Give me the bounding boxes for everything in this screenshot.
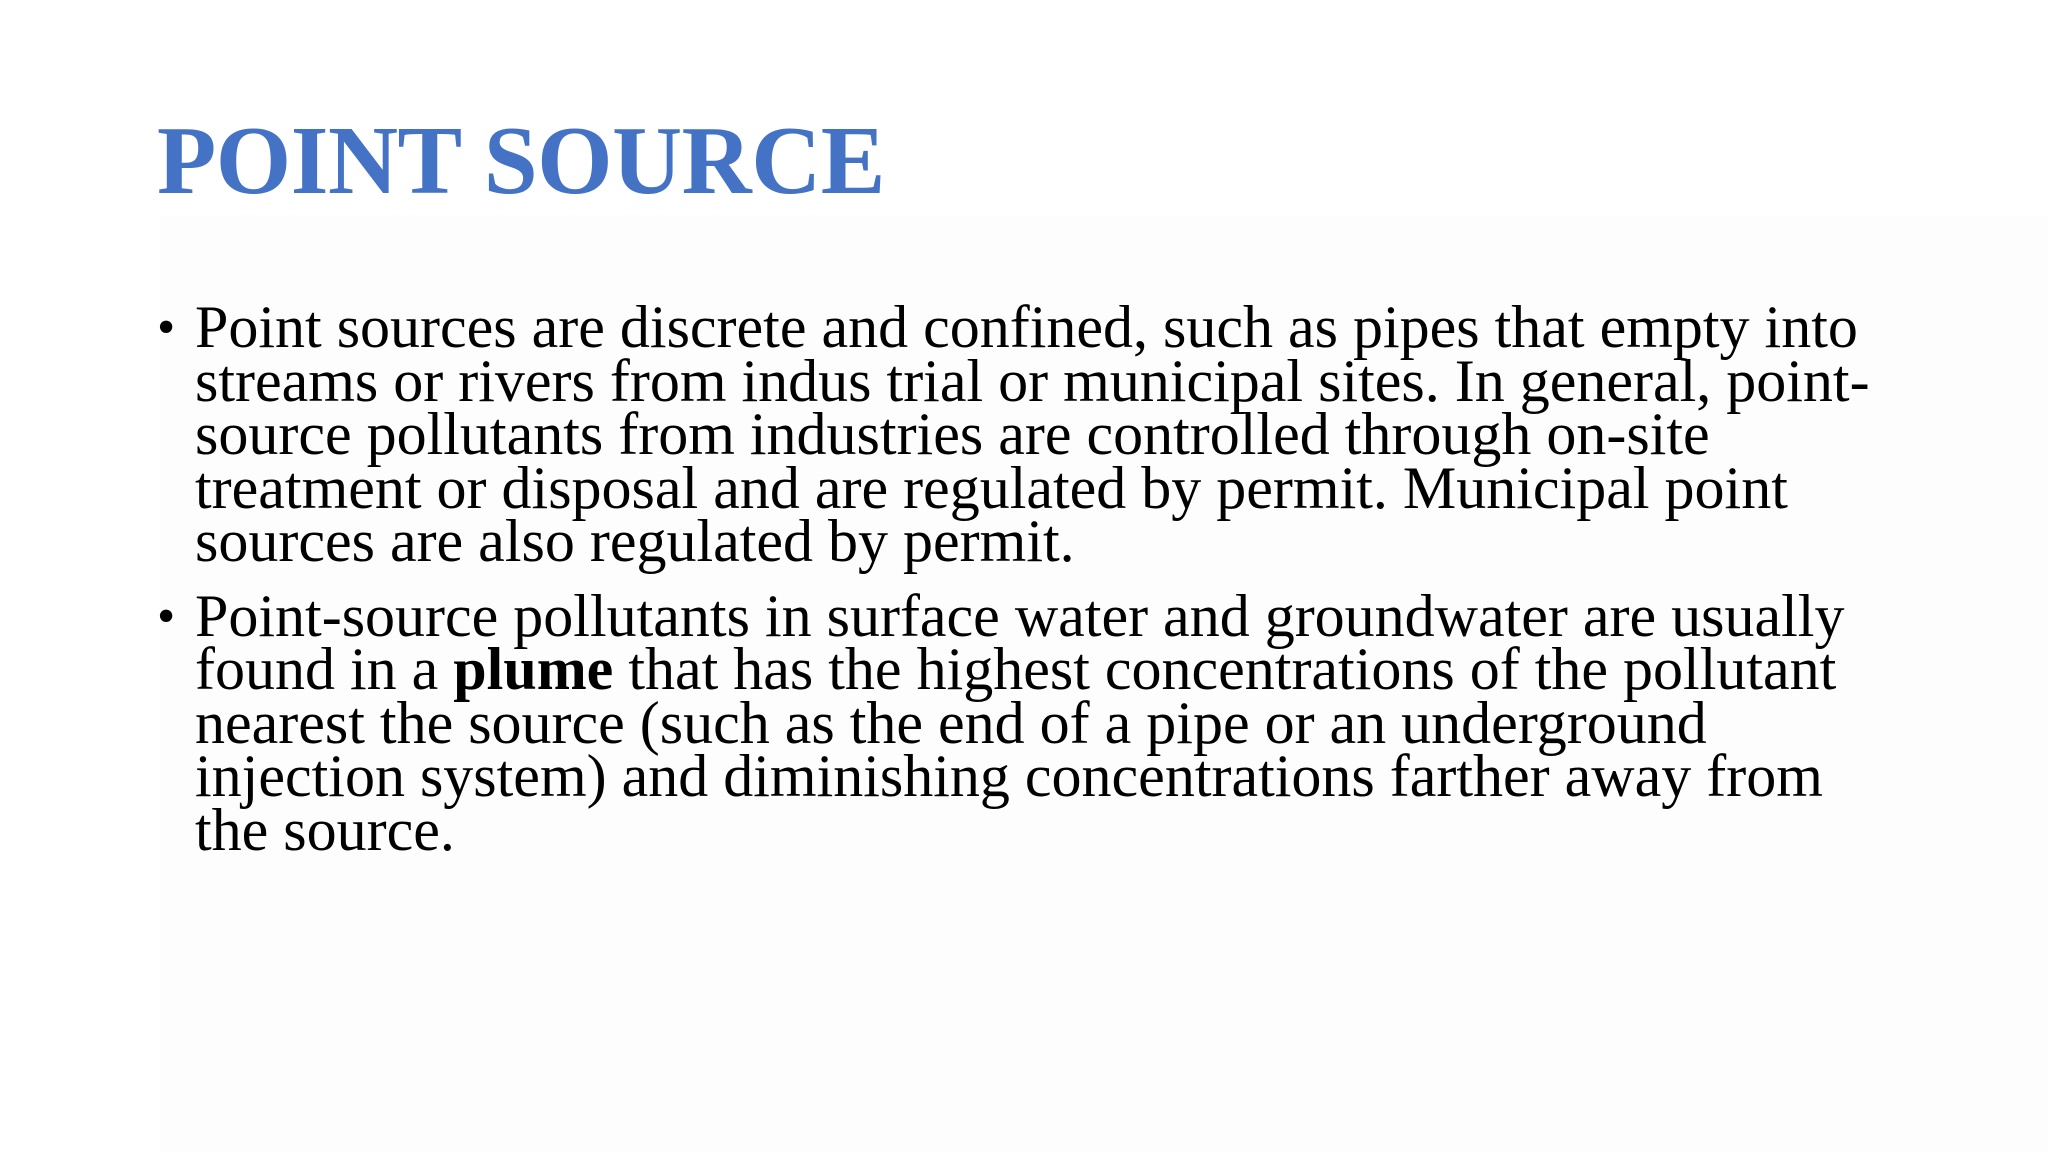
slide-title: POINT SOURCE — [157, 107, 885, 214]
bullet-marker: • — [157, 299, 176, 356]
bullet-marker: • — [157, 587, 176, 645]
bullet-list — [157, 294, 1897, 878]
bullet-item — [157, 582, 1897, 863]
bold-term: plume — [453, 636, 614, 702]
bullet-item — [157, 294, 1897, 574]
bullet-text — [195, 582, 1897, 863]
bullet-text: Point sources are discrete and confined, such as pipes that empty into streams or rivers from indus trial or municipal sites. In general, point-source pollutants from industries are controlled through on-site treatment or disposal and are regulated by permit. Municipal point sources are also regulated by permit. — [195, 294, 1870, 574]
bullet-text-segment: Point-source pollutants in surface water and groundwater are usually found in a — [195, 582, 1845, 702]
bullet-text-segment: that has the highest concentrations of the pollutant nearest the source (such as the end of a pipe or an underground injection system) and diminishing concentrations farther away from the source. — [195, 636, 1837, 863]
